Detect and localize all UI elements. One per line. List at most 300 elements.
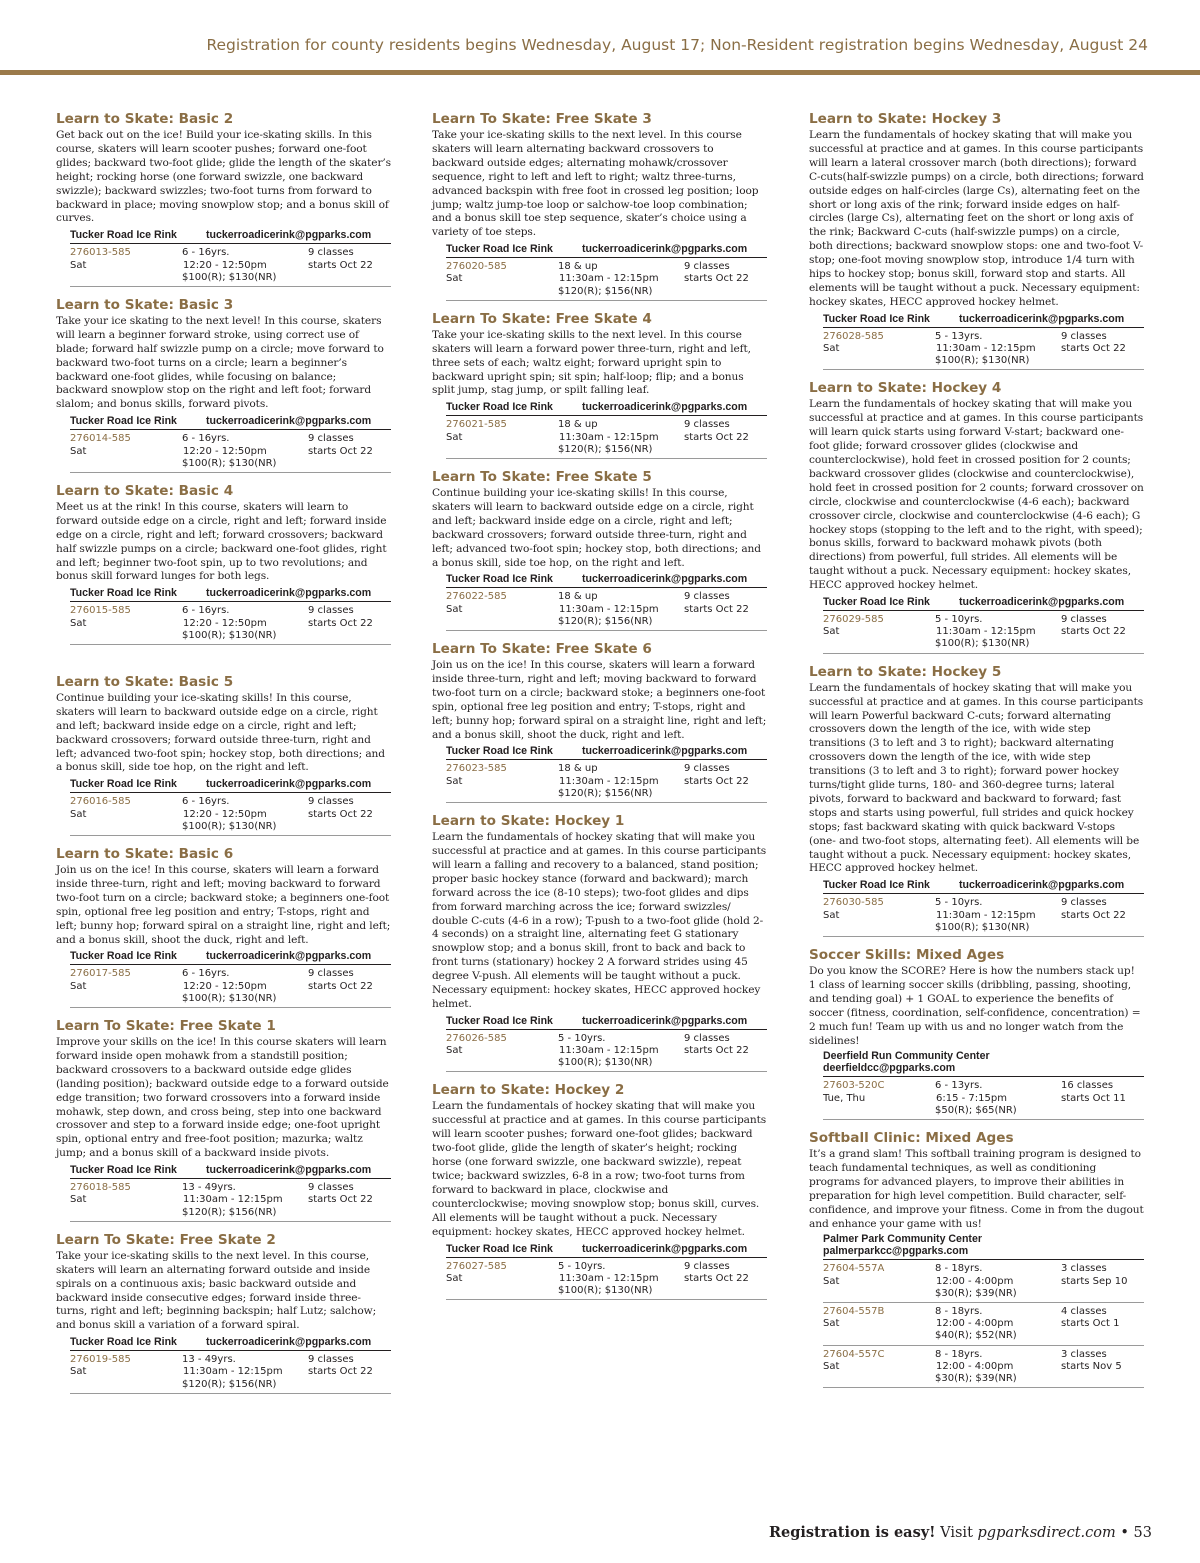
location-row xyxy=(70,586,391,602)
session-time: 11:30am - 12:15pm xyxy=(183,1366,283,1378)
header-rule xyxy=(0,70,1200,75)
session-start: starts Oct 22 xyxy=(1061,342,1126,354)
session-day: Sat xyxy=(446,775,463,787)
session-age: 5 - 10yrs. xyxy=(935,614,983,626)
course-title: Learn to Skate: Basic 6 xyxy=(56,846,234,862)
course-block xyxy=(56,110,391,287)
session-row xyxy=(446,1258,767,1301)
session-day: Sat xyxy=(70,445,87,457)
location-row xyxy=(446,400,767,416)
session-row xyxy=(70,430,391,473)
session-time: 6:15 - 7:15pm xyxy=(936,1092,1007,1104)
session-right xyxy=(684,261,767,298)
session-middle xyxy=(558,261,684,298)
course-code[interactable]: 276014-585 xyxy=(70,433,131,445)
facility-name: Tucker Road Ice Rink xyxy=(446,1014,553,1027)
session-time: 11:30am - 12:15pm xyxy=(559,775,659,787)
course-block xyxy=(432,468,767,631)
course-block xyxy=(809,1129,1144,1388)
course-title: Learn to Skate: Basic 3 xyxy=(56,296,234,313)
facility-email[interactable]: tuckerroadicerink@pgparks.com xyxy=(959,596,1125,609)
session-middle xyxy=(182,247,308,284)
session-day: Sat xyxy=(70,617,87,629)
session-row xyxy=(446,1030,767,1073)
session-classes: 9 classes xyxy=(308,968,354,980)
location-row xyxy=(823,595,1144,611)
course-block xyxy=(56,673,391,836)
course-block xyxy=(432,812,767,1072)
course-title: Learn To Skate: Free Skate 3 xyxy=(432,111,652,127)
session-start: starts Oct 22 xyxy=(684,1272,749,1284)
course-code[interactable]: 276026-585 xyxy=(446,1032,507,1044)
column-3 xyxy=(809,110,1144,1397)
facility-email[interactable]: tuckerroadicerink@pgparks.com xyxy=(582,401,748,414)
course-code[interactable]: 276029-585 xyxy=(823,614,884,626)
session-fee: $30(R); $39(NR) xyxy=(935,1373,1017,1385)
facility-name: Tucker Road Ice Rink xyxy=(70,950,177,963)
course-description: Continue building your ice-skating skills! In this course, skaters will learn to backward outside edge on a circle, right and left; backward inside edge on a circle, right and left; backward crossovers; forward outside three-turn, right and left; advanced two-foot spin; hockey stop, both directions; and a bonus skill, side toe hop, on the right and left. xyxy=(432,487,761,569)
course-code[interactable]: 276019-585 xyxy=(70,1354,131,1366)
course-title: Learn to Skate: Hockey 5 xyxy=(809,663,1002,680)
course-description: Get back out on the ice! Build your ice-skating skills. In this course, skaters will learn scooter pushes; forward one-foot glides; backward two-foot glide; glide the length of the skater’s height; rocking horse (one forward swizzle, one backward swizzle); backward swizzles; two-foot turns from forward to backward in place; moving snowplow stop; and a bonus skill of curves. xyxy=(56,129,392,225)
facility-email[interactable]: tuckerroadicerink@pgparks.com xyxy=(206,587,372,600)
session-right xyxy=(1061,614,1144,651)
location-row xyxy=(70,777,391,793)
session-row xyxy=(823,328,1144,371)
session-row xyxy=(823,1260,1144,1303)
footer-separator: • xyxy=(1120,1525,1129,1541)
session-row xyxy=(823,1303,1144,1346)
course-code[interactable]: 276017-585 xyxy=(70,968,131,980)
session-start: starts Oct 22 xyxy=(1061,626,1126,638)
location-row xyxy=(70,1163,391,1179)
session-middle xyxy=(935,1263,1061,1300)
session-middle xyxy=(935,1349,1061,1386)
session-start: starts Oct 22 xyxy=(684,603,749,615)
location-row xyxy=(823,878,1144,894)
session-day: Sat xyxy=(823,909,840,921)
session-classes: 3 classes xyxy=(1061,1263,1107,1275)
facility-name: Tucker Road Ice Rink xyxy=(446,1242,553,1255)
session-left xyxy=(446,763,558,800)
session-age: 6 - 16yrs. xyxy=(182,433,230,445)
session-classes: 9 classes xyxy=(684,591,730,603)
session-time: 12:00 - 4:00pm xyxy=(936,1275,1014,1287)
session-middle xyxy=(182,1182,308,1219)
course-description: Meet us at the rink! In this course, skaters will learn to forward outside edge on a circle, right and left; forward inside edge on a circle, right and left; forward crossovers; backward half swizzle pumps on a circle; backward one-foot glides, right and left; beginner two-foot spin, up to two revolutions; and bonus skill forward lunges for both legs. xyxy=(56,500,387,583)
session-classes: 9 classes xyxy=(684,763,730,775)
facility-email[interactable]: tuckerroadicerink@pgparks.com xyxy=(206,950,372,963)
session-start: starts Oct 22 xyxy=(308,445,373,457)
session-middle xyxy=(182,968,308,1005)
session-left xyxy=(823,1306,935,1343)
session-left xyxy=(70,605,182,642)
course-title: Learn to Skate: Hockey 3 xyxy=(809,111,1002,127)
registration-banner: Registration for county residents begins Wednesday, August 17; Non-Resident registration begins Wednesday, August 24 xyxy=(206,36,1148,54)
session-left xyxy=(70,968,182,1005)
session-day: Sat xyxy=(823,1318,840,1330)
session-middle xyxy=(182,605,308,642)
course-block xyxy=(56,296,391,473)
session-start: starts Nov 5 xyxy=(1061,1360,1122,1372)
footer-url-link[interactable]: pgparksdirect.com xyxy=(977,1525,1116,1541)
session-age: 18 & up xyxy=(558,591,598,603)
course-code[interactable]: 27604-557B xyxy=(823,1306,885,1318)
course-title: Learn To Skate: Free Skate 6 xyxy=(432,641,652,658)
facility-email[interactable]: tuckerroadicerink@pgparks.com xyxy=(582,243,748,256)
session-age: 8 - 18yrs. xyxy=(935,1306,983,1318)
session-classes: 4 classes xyxy=(1061,1306,1107,1318)
session-age: 5 - 10yrs. xyxy=(935,897,983,909)
session-time: 11:30am - 12:15pm xyxy=(559,273,659,285)
course-description: Take your ice-skating skills to the next level. In this course skaters will learn alternating backward crossovers to backward outside edges; alternating mohawk/crossover sequence, right to left and left to right; waltz three-turns, advanced backspin with free foot in crossed leg position; loop jump; waltz jump-toe loop or salchow-toe loop combination; and a bonus skill toe step sequence, skater’s choice using a variety of toe steps. xyxy=(432,129,759,239)
session-middle xyxy=(558,763,684,800)
session-age: 13 - 49yrs. xyxy=(182,1354,236,1366)
session-start: starts Oct 22 xyxy=(1061,909,1126,921)
session-day: Sat xyxy=(70,808,87,820)
course-block xyxy=(809,946,1144,1120)
course-block xyxy=(809,110,1144,370)
session-start: starts Oct 22 xyxy=(684,273,749,285)
course-description: Learn the fundamentals of hockey skating that will make you successful at practice and at games. In this course participants will learn a falling and recovery to a balanced, stand position; proper basic hockey stance (forward and backward); march forward across the ice (8-10 steps); two-foot glides and dips from forward marching across the ice; forward swizzles/ double C-cuts (4-6 in a row); T-push to a two-foot glide (hold 2-4 seconds) on a straight line, alternating feet G stationary snowplow stop; and a bonus skill, front to back and back to front turns (stationary) hockey 2 A forward strides using 45 degree V-push. All elements will be taught without a puck. Necessary equipment: hockey skates, HECC approved hockey helmet. xyxy=(432,831,767,1010)
location-row xyxy=(446,572,767,588)
course-code[interactable]: 276022-585 xyxy=(446,591,507,603)
course-title: Learn to Skate: Hockey 1 xyxy=(432,813,625,830)
course-code[interactable]: 276018-585 xyxy=(70,1182,131,1194)
session-fee: $120(R); $156(NR) xyxy=(558,443,653,455)
course-description: Continue building your ice-skating skills! In this course, skaters will learn to backward outside edge on a circle, right and left; backward inside edge on a circle, right and left; backward crossovers; forward outside three-turn, right and left; advanced two-foot spin; hockey stop, both directions; and a bonus skill, side toe hop, on the right and left. xyxy=(56,691,385,774)
session-start: starts Oct 22 xyxy=(308,980,373,992)
course-block xyxy=(432,1081,767,1300)
session-day: Sat xyxy=(823,1275,840,1287)
session-time: 11:30am - 12:15pm xyxy=(183,1194,283,1206)
session-fee: $100(R); $130(NR) xyxy=(558,1057,653,1069)
session-classes: 9 classes xyxy=(1061,897,1107,909)
session-middle xyxy=(182,1354,308,1391)
session-row xyxy=(70,965,391,1008)
session-day: Sat xyxy=(446,1045,463,1057)
session-start: starts Oct 22 xyxy=(308,617,373,629)
location-row xyxy=(70,414,391,430)
session-left xyxy=(70,1182,182,1219)
facility-email[interactable]: tuckerroadicerink@pgparks.com xyxy=(959,312,1125,325)
session-fee: $100(R); $130(NR) xyxy=(935,355,1030,367)
course-description: Take your ice-skating skills to the next level. In this course, skaters will learn an alternating forward outside and inside spirals on a continuous axis; basic backward outside and backward inside consecutive edges; forward inside three-turns, right and left; beginning backspin; half Lutz; salchow; and bonus skill a variation of a forward spiral. xyxy=(56,1249,377,1332)
facility-email[interactable]: tuckerroadicerink@pgparks.com xyxy=(206,1336,372,1349)
session-age: 6 - 16yrs. xyxy=(182,796,230,808)
session-left xyxy=(446,419,558,456)
facility-name: Tucker Road Ice Rink xyxy=(70,1164,177,1177)
session-row xyxy=(823,1077,1144,1120)
session-classes: 9 classes xyxy=(684,1032,730,1044)
facility-name: Palmer Park Community Center xyxy=(823,1233,982,1246)
session-classes: 9 classes xyxy=(1061,614,1107,626)
session-age: 6 - 16yrs. xyxy=(182,247,230,259)
session-time: 12:20 - 12:50pm xyxy=(183,808,267,820)
session-start: starts Oct 22 xyxy=(684,775,749,787)
location-row xyxy=(70,228,391,244)
session-fee: $100(R); $130(NR) xyxy=(182,629,277,641)
course-title: Learn to Skate: Basic 4 xyxy=(56,482,234,499)
session-classes: 9 classes xyxy=(684,261,730,273)
session-middle xyxy=(182,796,308,833)
session-time: 12:20 - 12:50pm xyxy=(183,617,267,629)
course-block xyxy=(56,845,391,1008)
session-start: starts Oct 22 xyxy=(684,431,749,443)
session-start: starts Oct 22 xyxy=(308,808,373,820)
page-footer xyxy=(769,1524,1152,1541)
facility-email[interactable]: tuckerroadicerink@pgparks.com xyxy=(206,778,372,791)
session-age: 5 - 10yrs. xyxy=(558,1032,606,1044)
session-fee: $100(R); $130(NR) xyxy=(935,638,1030,650)
course-description: Join us on the ice! In this course, skaters will learn a forward inside three-turn, right and left; moving backward to forward two-foot turn on a circle; backward stoke; a beginners one-foot spin, optional free leg position and entry; T-stops, right and left; bunny hop; forward spiral on a straight line, right and left; and a bonus skill, shoot the duck, right and left. xyxy=(432,659,767,741)
session-time: 11:30am - 12:15pm xyxy=(559,1272,659,1284)
session-row xyxy=(70,244,391,287)
location-row xyxy=(446,242,767,258)
session-age: 8 - 18yrs. xyxy=(935,1348,983,1360)
session-left xyxy=(823,614,935,651)
facility-name: Tucker Road Ice Rink xyxy=(446,573,553,586)
session-day: Sat xyxy=(823,626,840,638)
session-start: starts Oct 1 xyxy=(1061,1318,1120,1330)
session-middle xyxy=(935,897,1061,934)
facility-name: Tucker Road Ice Rink xyxy=(70,778,177,791)
facility-email[interactable]: tuckerroadicerink@pgparks.com xyxy=(582,573,748,586)
footer-lead: Registration is easy! xyxy=(768,1524,936,1541)
course-block xyxy=(56,1017,391,1222)
session-classes: 9 classes xyxy=(684,419,730,431)
course-block xyxy=(56,1231,391,1394)
course-code[interactable]: 276027-585 xyxy=(446,1260,507,1272)
session-left xyxy=(70,247,182,284)
session-right xyxy=(684,419,767,456)
session-middle xyxy=(935,331,1061,368)
session-row xyxy=(823,611,1144,654)
facility-email[interactable]: palmerparkcc@pgparks.com xyxy=(823,1245,969,1258)
session-day: Sat xyxy=(446,1272,463,1284)
session-middle xyxy=(182,433,308,470)
course-code[interactable]: 27604-557A xyxy=(823,1263,885,1275)
course-block xyxy=(432,640,767,803)
course-block xyxy=(56,482,391,645)
session-fee: $30(R); $39(NR) xyxy=(935,1287,1017,1299)
session-time: 11:30am - 12:15pm xyxy=(936,909,1036,921)
facility-email[interactable]: tuckerroadicerink@pgparks.com xyxy=(206,415,372,428)
session-right xyxy=(1061,1263,1144,1300)
session-left xyxy=(446,261,558,298)
session-fee: $100(R); $130(NR) xyxy=(182,992,277,1004)
session-time: 12:20 - 12:50pm xyxy=(183,980,267,992)
location-row xyxy=(823,312,1144,328)
location-row xyxy=(446,1242,767,1258)
session-row xyxy=(446,760,767,803)
session-age: 18 & up xyxy=(558,763,598,775)
course-block xyxy=(809,379,1144,653)
session-right xyxy=(1061,1080,1144,1117)
session-day: Sat xyxy=(70,1366,87,1378)
course-code[interactable]: 276023-585 xyxy=(446,763,507,775)
course-title: Softball Clinic: Mixed Ages xyxy=(809,1130,1014,1147)
facility-name: Tucker Road Ice Rink xyxy=(70,415,177,428)
session-time: 12:20 - 12:50pm xyxy=(183,259,267,271)
course-code[interactable]: 276028-585 xyxy=(823,330,884,342)
session-row xyxy=(823,1346,1144,1389)
session-classes: 9 classes xyxy=(308,1354,354,1366)
session-classes: 9 classes xyxy=(684,1260,730,1272)
session-row xyxy=(446,258,767,301)
session-left xyxy=(823,1080,935,1117)
session-classes: 9 classes xyxy=(308,247,354,259)
session-row xyxy=(70,1351,391,1394)
session-start: starts Oct 22 xyxy=(308,1194,373,1206)
session-classes: 9 classes xyxy=(1061,330,1107,342)
course-title: Learn To Skate: Free Skate 1 xyxy=(56,1018,276,1035)
session-right xyxy=(308,605,391,642)
location-row xyxy=(70,1335,391,1351)
session-classes: 9 classes xyxy=(308,605,354,617)
session-fee: $120(R); $156(NR) xyxy=(182,1378,277,1390)
column-2 xyxy=(432,110,767,1309)
session-left xyxy=(70,433,182,470)
session-classes: 3 classes xyxy=(1061,1348,1107,1360)
course-code[interactable]: 27603-520C xyxy=(823,1080,885,1092)
location-row xyxy=(823,1233,1144,1260)
session-start: starts Oct 22 xyxy=(308,259,373,271)
session-time: 11:30am - 12:15pm xyxy=(936,342,1036,354)
session-right xyxy=(684,1033,767,1070)
page-number: 53 xyxy=(1133,1525,1152,1541)
session-age: 6 - 16yrs. xyxy=(182,605,230,617)
session-day: Sat xyxy=(446,431,463,443)
location-row xyxy=(446,744,767,760)
session-fee: $100(R); $130(NR) xyxy=(935,921,1030,933)
course-block xyxy=(809,663,1144,937)
course-title: Soccer Skills: Mixed Ages xyxy=(809,946,1005,963)
session-left xyxy=(446,591,558,628)
course-description: Learn the fundamentals of hockey skating that will make you successful at practice and at games. In this course participants will learn Powerful backward C-cuts; forward alternating crossovers down the length of the ice, with wide step transitions (3 to left and 3 to right); backward alternating crossovers down the length of the ice, with wide step transitions (3 to left and 3 to right); forward power hockey turns/tight glide turns, 180- and 360-degree turns; lateral pivots, forward to backward and backward to forward; fast stops and starts using powerful, full strides and quick hockey stops; fast backward skating with quick backward V-stops (one- and two-foot stops, alternating feet). All elements will be taught without a puck. Necessary equipment: hockey skates, HECC approved hockey helmet. xyxy=(809,681,1144,875)
session-middle xyxy=(935,614,1061,651)
session-left xyxy=(823,331,935,368)
session-right xyxy=(308,796,391,833)
session-right xyxy=(308,247,391,284)
course-code[interactable]: 276020-585 xyxy=(446,261,507,273)
course-code[interactable]: 276030-585 xyxy=(823,897,884,909)
session-fee: $120(R); $156(NR) xyxy=(558,787,653,799)
session-fee: $100(R); $130(NR) xyxy=(182,271,277,283)
session-day: Sat xyxy=(823,1360,840,1372)
session-time: 11:30am - 12:15pm xyxy=(559,1045,659,1057)
session-fee: $120(R); $156(NR) xyxy=(558,285,653,297)
facility-email[interactable]: deerfieldcc@pgparks.com xyxy=(823,1062,956,1075)
session-age: 18 & up xyxy=(558,419,598,431)
course-title: Learn To Skate: Free Skate 4 xyxy=(432,310,652,327)
session-left xyxy=(823,1263,935,1300)
facility-name: Tucker Road Ice Rink xyxy=(70,1336,177,1349)
session-classes: 16 classes xyxy=(1061,1080,1114,1092)
session-right xyxy=(308,1354,391,1391)
course-description: It’s a grand slam! This softball training program is designed to teach fundamental techniques, as well as conditioning programs for advanced players, to improve their abilities in preparation for high level competition. Build character, self-confidence, and improve your fitness. Come in from the dugout and enhance your game with us! xyxy=(809,1148,1144,1230)
course-description: Learn the fundamentals of hockey skating that will make you successful at practice and at games. In this course participants will learn quick starts using forward V-start; backward one-foot glide; forward crossover glides (clockwise and counterclockwise), hold feet in crossed position for 2 counts; backward crossover glides (clockwise and counterclockwise), hold feet in crossed position for 2 counts; forward crossover on circle, clockwise and counterclockwise (4-6 each); backward crossover circle, clockwise and counterclockwise (4-6 each); G hockey stops (stopping to the left and to the right, with speed); bonus skills, forward to backward mohawk pivots (both directions) from powerful, full strides. All elements will be taught without a puck. Necessary equipment: hockey skates, HECC approved hockey helmet. xyxy=(809,398,1144,592)
facility-email[interactable]: tuckerroadicerink@pgparks.com xyxy=(206,229,372,242)
session-right xyxy=(308,1182,391,1219)
facility-name: Deerfield Run Community Center xyxy=(823,1050,990,1063)
session-right xyxy=(684,591,767,628)
course-title: Learn To Skate: Free Skate 2 xyxy=(56,1231,276,1248)
session-row xyxy=(446,588,767,631)
facility-email[interactable]: tuckerroadicerink@pgparks.com xyxy=(582,745,748,758)
facility-email[interactable]: tuckerroadicerink@pgparks.com xyxy=(582,1014,748,1027)
session-age: 6 - 13yrs. xyxy=(935,1080,983,1092)
session-age: 5 - 13yrs. xyxy=(935,330,983,342)
session-time: 12:00 - 4:00pm xyxy=(936,1318,1014,1330)
session-right xyxy=(1061,1349,1144,1386)
session-left xyxy=(70,1354,182,1391)
facility-name: Tucker Road Ice Rink xyxy=(823,312,930,325)
session-age: 13 - 49yrs. xyxy=(182,1182,236,1194)
session-row xyxy=(823,894,1144,937)
location-row xyxy=(446,1014,767,1030)
location-row xyxy=(823,1050,1144,1077)
session-right xyxy=(1061,1306,1144,1343)
session-age: 18 & up xyxy=(558,261,598,273)
facility-email[interactable]: tuckerroadicerink@pgparks.com xyxy=(959,879,1125,892)
session-middle xyxy=(558,419,684,456)
session-right xyxy=(308,433,391,470)
session-day: Tue, Thu xyxy=(823,1092,866,1104)
session-age: 5 - 10yrs. xyxy=(558,1260,606,1272)
course-code[interactable]: 276016-585 xyxy=(70,796,131,808)
course-title: Learn To Skate: Free Skate 5 xyxy=(432,469,652,485)
footer-visit: Visit xyxy=(940,1525,973,1541)
session-classes: 9 classes xyxy=(308,796,354,808)
session-day: Sat xyxy=(70,259,87,271)
session-middle xyxy=(558,591,684,628)
session-day: Sat xyxy=(446,273,463,285)
course-code[interactable]: 276013-585 xyxy=(70,247,131,259)
facility-email[interactable]: tuckerroadicerink@pgparks.com xyxy=(582,1242,748,1255)
facility-name: Tucker Road Ice Rink xyxy=(70,587,177,600)
session-middle xyxy=(935,1080,1061,1117)
session-fee: $40(R); $52(NR) xyxy=(935,1330,1017,1342)
session-right xyxy=(684,1261,767,1298)
session-age: 6 - 16yrs. xyxy=(182,968,230,980)
session-time: 11:30am - 12:15pm xyxy=(559,603,659,615)
course-description: Take your ice skating to the next level! In this course, skaters will learn a beginner forward stroke, using correct use of blade; forward half swizzle pump on a circle; move forward to backward two-foot turns on a circle; learn a beginner’s backward one-foot glides, while focusing on balance; backward snowplow stop on the right and left foot; forward slalom; and bonus skills, forward pivots. xyxy=(56,314,384,411)
session-row xyxy=(446,416,767,459)
facility-name: Tucker Road Ice Rink xyxy=(70,229,177,242)
session-day: Sat xyxy=(70,1194,87,1206)
session-start: starts Oct 22 xyxy=(308,1366,373,1378)
facility-email[interactable]: tuckerroadicerink@pgparks.com xyxy=(206,1164,372,1177)
session-right xyxy=(1061,897,1144,934)
session-fee: $100(R); $130(NR) xyxy=(182,820,277,832)
session-start: starts Oct 22 xyxy=(684,1045,749,1057)
session-fee: $100(R); $130(NR) xyxy=(558,1284,653,1296)
course-code[interactable]: 276021-585 xyxy=(446,419,507,431)
course-code[interactable]: 276015-585 xyxy=(70,605,131,617)
session-row xyxy=(70,1179,391,1222)
session-time: 12:00 - 4:00pm xyxy=(936,1360,1014,1372)
session-left xyxy=(823,897,935,934)
facility-name: Tucker Road Ice Rink xyxy=(823,879,930,892)
course-description: Improve your skills on the ice! In this course skaters will learn forward inside open mohawk from a standstill position; backward crossovers to a backward outside edge glides (landing position); backward outside edge to a forward outside edge transition; two forward crossovers into a forward inside mohawk, step down, and cross being, step into one backward crossover and step to a forward inside edge; one-foot upright spin, optional entry and free-foot position; mazurka; waltz jump; and a bonus skill of a backward inside pivots. xyxy=(56,1036,389,1160)
session-fee: $50(R); $65(NR) xyxy=(935,1104,1017,1116)
course-code[interactable]: 27604-557C xyxy=(823,1348,885,1360)
course-title: Learn to Skate: Basic 5 xyxy=(56,673,234,690)
course-block xyxy=(432,110,767,301)
session-row xyxy=(70,793,391,836)
session-left xyxy=(446,1033,558,1070)
